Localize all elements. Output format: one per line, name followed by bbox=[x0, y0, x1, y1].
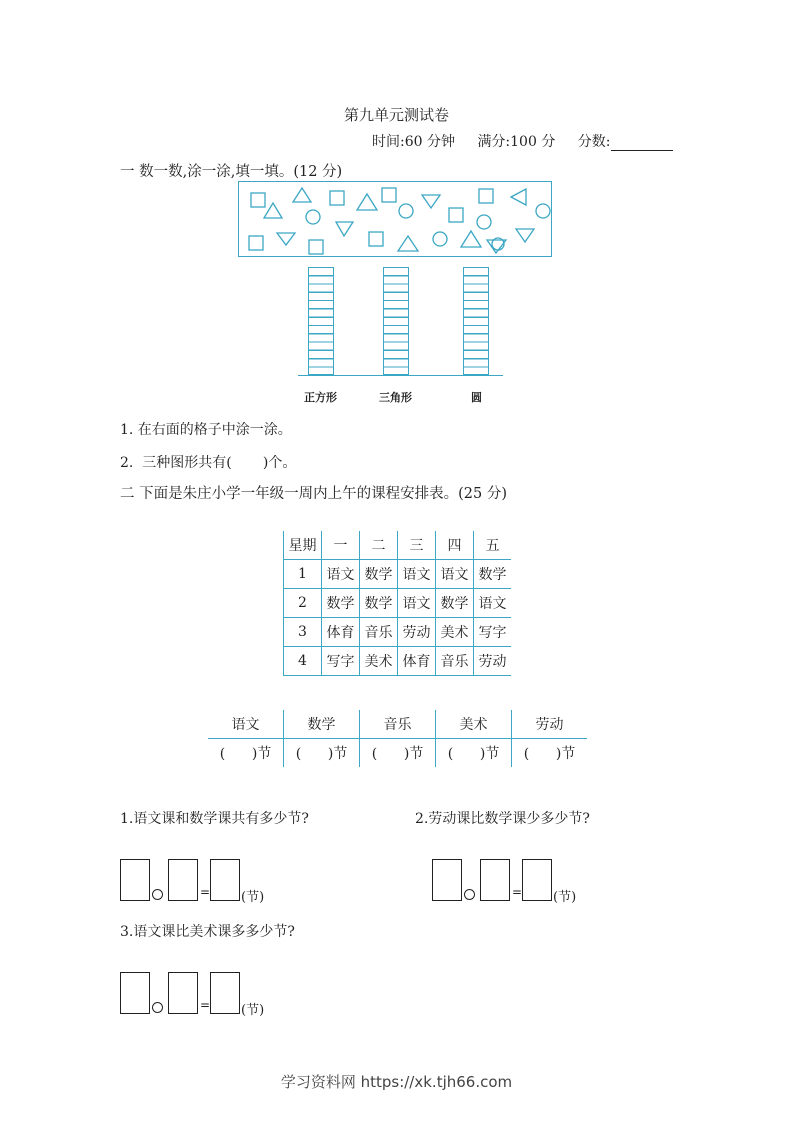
schedule-cell: 美术 bbox=[436, 618, 474, 647]
schedule-header-cell: 三 bbox=[398, 531, 436, 560]
section2-question-3: 3.语文课比美术课多多少节? bbox=[120, 924, 295, 940]
footer-watermark: 学习资料网 https://xk.tjh66.com bbox=[280, 1073, 513, 1091]
circle-shape bbox=[306, 210, 320, 224]
section1-question-1: 1. 在右面的格子中涂一涂。 bbox=[120, 422, 292, 438]
ladder-square bbox=[308, 267, 334, 375]
tally-subject-row bbox=[208, 710, 587, 739]
square-shape bbox=[382, 188, 396, 202]
section2-question-1: 1.语文课和数学课共有多少节? bbox=[120, 811, 309, 827]
unit-label: (节) bbox=[553, 890, 577, 905]
schedule-cell: 语文 bbox=[398, 560, 436, 589]
triangle-shape bbox=[357, 194, 377, 210]
schedule-cell: 4 bbox=[284, 647, 322, 676]
schedule-row bbox=[284, 589, 512, 618]
square-shape bbox=[369, 232, 383, 246]
operator-circle[interactable] bbox=[152, 889, 163, 900]
schedule-cell: 劳动 bbox=[398, 618, 436, 647]
ladder-triangle bbox=[383, 267, 409, 375]
tally-table bbox=[208, 710, 587, 767]
schedule-cell: 美术 bbox=[360, 647, 398, 676]
tally-subject: 劳动 bbox=[512, 710, 588, 739]
schedule-cell: 写字 bbox=[322, 647, 360, 676]
answer-box[interactable] bbox=[168, 972, 198, 1014]
schedule-row bbox=[284, 560, 512, 589]
unit-label: (节) bbox=[241, 1003, 265, 1018]
score-blank bbox=[611, 136, 673, 151]
section1-heading: 一 数一数,涂一涂,填一填。(12 分) bbox=[120, 164, 343, 180]
schedule-header-cell: 一 bbox=[322, 531, 360, 560]
time-limit: 时间:60 分钟 bbox=[372, 134, 455, 150]
tally-count-blank[interactable]: ( )节 bbox=[512, 739, 588, 768]
tally-count-blank[interactable]: ( )节 bbox=[436, 739, 512, 768]
tally-count-blank[interactable]: ( )节 bbox=[284, 739, 360, 768]
tally-subject: 美术 bbox=[436, 710, 512, 739]
schedule-header-cell: 星期 bbox=[284, 531, 322, 560]
ladder-label-circle: 圆 bbox=[471, 391, 482, 404]
schedule-cell: 3 bbox=[284, 618, 322, 647]
schedule-cell: 语文 bbox=[474, 589, 512, 618]
triangle-shape bbox=[264, 203, 282, 218]
schedule-cell: 数学 bbox=[360, 560, 398, 589]
equals-sign: = bbox=[200, 885, 211, 899]
triangle-shape bbox=[336, 222, 353, 236]
circle-shape bbox=[399, 204, 413, 218]
ladder-baseline bbox=[298, 375, 503, 376]
schedule-header-row bbox=[284, 531, 512, 560]
schedule-cell: 语文 bbox=[398, 589, 436, 618]
tally-subject: 语文 bbox=[208, 710, 284, 739]
schedule-cell: 写字 bbox=[474, 618, 512, 647]
page-title: 第九单元测试卷 bbox=[343, 106, 449, 124]
ladder-label-triangle: 三角形 bbox=[379, 391, 412, 404]
schedule-cell: 体育 bbox=[398, 647, 436, 676]
answer-box[interactable] bbox=[120, 972, 150, 1014]
square-shape bbox=[309, 240, 323, 254]
circle-shape bbox=[433, 232, 447, 246]
equals-sign: = bbox=[512, 885, 523, 899]
triangle-shape bbox=[461, 231, 481, 247]
shapes-figure bbox=[238, 181, 552, 257]
exam-meta bbox=[372, 131, 691, 151]
schedule-cell: 1 bbox=[284, 560, 322, 589]
square-shape bbox=[449, 208, 463, 222]
schedule-cell: 2 bbox=[284, 589, 322, 618]
answer-box[interactable] bbox=[168, 859, 198, 901]
operator-circle[interactable] bbox=[152, 1002, 163, 1013]
schedule-header-cell: 四 bbox=[436, 531, 474, 560]
square-shape bbox=[330, 191, 344, 205]
tally-count-blank[interactable]: ( )节 bbox=[360, 739, 436, 768]
schedule-header-cell: 五 bbox=[474, 531, 512, 560]
square-shape bbox=[249, 236, 263, 250]
section1-question-2: 2. 三种图形共有( )个。 bbox=[120, 455, 297, 471]
answer-box[interactable] bbox=[432, 859, 462, 901]
tally-subject: 音乐 bbox=[360, 710, 436, 739]
square-shape bbox=[479, 189, 493, 203]
square-shape bbox=[251, 193, 265, 207]
triangle-shape bbox=[398, 236, 418, 251]
triangle-shape bbox=[422, 195, 440, 208]
schedule-table bbox=[283, 531, 511, 676]
tally-count-row bbox=[208, 739, 587, 768]
section2-question-2: 2.劳动课比数学课少多少节? bbox=[415, 811, 590, 827]
schedule-cell: 数学 bbox=[436, 589, 474, 618]
schedule-cell: 音乐 bbox=[436, 647, 474, 676]
schedule-header-cell: 二 bbox=[360, 531, 398, 560]
schedule-cell: 劳动 bbox=[474, 647, 512, 676]
tally-count-blank[interactable]: ( )节 bbox=[219, 746, 272, 762]
schedule-row bbox=[284, 647, 512, 676]
answer-box[interactable] bbox=[210, 972, 240, 1014]
tally-subject: 数学 bbox=[284, 710, 360, 739]
ladder-circle bbox=[463, 267, 489, 375]
full-score: 满分:100 分 bbox=[477, 134, 556, 150]
schedule-cell: 数学 bbox=[322, 589, 360, 618]
section2-heading: 二 下面是朱庄小学一年级一周内上午的课程安排表。(25 分) bbox=[120, 486, 507, 502]
ladder-label-square: 正方形 bbox=[304, 391, 337, 404]
answer-box[interactable] bbox=[210, 859, 240, 901]
equals-sign: = bbox=[200, 998, 211, 1012]
answer-box[interactable] bbox=[480, 859, 510, 901]
answer-box[interactable] bbox=[120, 859, 150, 901]
score-label: 分数: bbox=[577, 134, 611, 150]
triangle-shape bbox=[511, 189, 526, 205]
triangle-shape bbox=[277, 233, 295, 245]
operator-circle[interactable] bbox=[464, 889, 475, 900]
schedule-cell: 数学 bbox=[474, 560, 512, 589]
triangle-shape bbox=[516, 229, 534, 242]
schedule-cell: 音乐 bbox=[360, 618, 398, 647]
schedule-row bbox=[284, 618, 512, 647]
circle-shape bbox=[536, 204, 550, 218]
answer-box[interactable] bbox=[522, 859, 552, 901]
circle-shape bbox=[477, 215, 491, 229]
triangle-shape bbox=[293, 188, 311, 202]
schedule-cell: 数学 bbox=[360, 589, 398, 618]
schedule-cell: 语文 bbox=[322, 560, 360, 589]
schedule-cell: 体育 bbox=[322, 618, 360, 647]
unit-label: (节) bbox=[241, 890, 265, 905]
schedule-cell: 语文 bbox=[436, 560, 474, 589]
